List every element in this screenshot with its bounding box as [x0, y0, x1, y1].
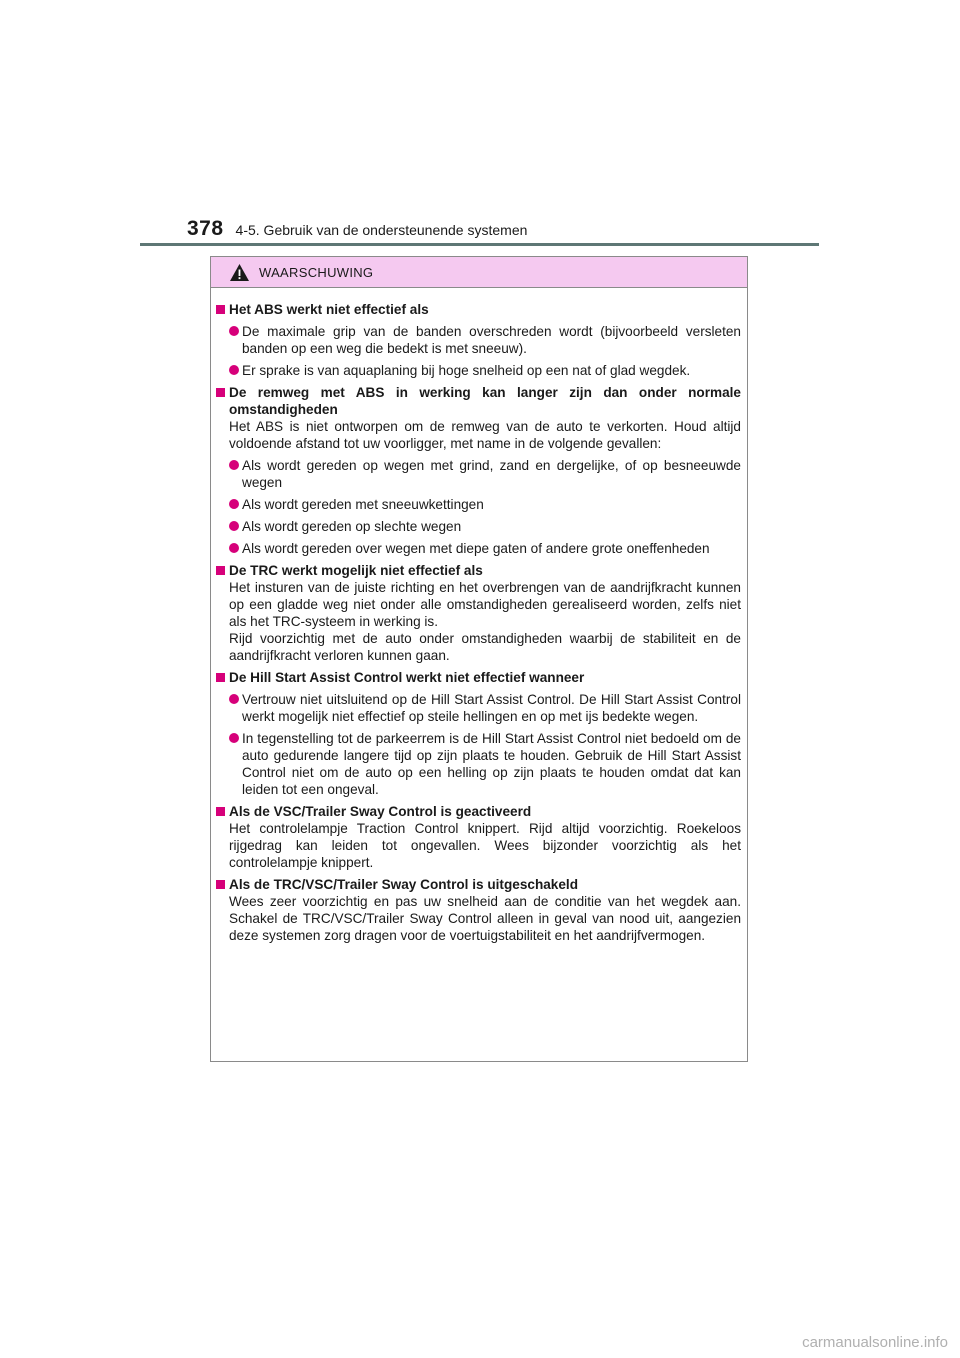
- warning-triangle-icon: [229, 263, 250, 282]
- page-number: 378: [187, 217, 224, 240]
- square-bullet-icon: [216, 673, 225, 682]
- section-title: 4-5. Gebruik van de ondersteunende systemen: [235, 222, 528, 238]
- round-bullet-icon: [229, 521, 239, 531]
- bullet-text: Als wordt gereden op slechte wegen: [242, 519, 462, 534]
- header-rule: [140, 243, 819, 246]
- round-bullet-icon: [229, 326, 239, 336]
- round-bullet-icon: [229, 733, 239, 743]
- section-heading: De Hill Start Assist Control werkt niet effectief wanneer: [229, 670, 585, 685]
- square-bullet-icon: [216, 807, 225, 816]
- warning-section: [216, 562, 741, 664]
- bullet-item: [229, 496, 741, 513]
- section-text: Het ABS is niet ontworpen om de remweg van de auto te verkorten. Houd altijd voldoende afstand tot uw voorligger, met name in de volgende gevallen:: [229, 419, 741, 451]
- bullet-text: Als wordt gereden met sneeuwkettingen: [242, 497, 484, 512]
- section-heading: De TRC werkt mogelijk niet effectief als: [229, 563, 483, 578]
- section-text: Het insturen van de juiste richting en het overbrengen van de aandrijfkracht kunnen op een gladde weg niet onder alle omstandigheden gerealiseerd worden, zelfs niet als het TRC-systeem in werking is.: [229, 580, 741, 629]
- warning-section: [216, 803, 741, 871]
- section-text: Wees zeer voorzichtig en pas uw snelheid aan de conditie van het wegdek aan. Schakel de TRC/VSC/Trailer Sway Control alleen in geval van nood uit, aangezien deze systemen zorg dragen voor de voertuigstabiliteit en het aandrijfvermogen.: [229, 894, 741, 943]
- warning-header: [211, 257, 747, 288]
- round-bullet-icon: [229, 694, 239, 704]
- square-bullet-icon: [216, 880, 225, 889]
- warning-section: [216, 301, 741, 379]
- bullet-text: Als wordt gereden op wegen met grind, zand en dergelijke, of op besneeuwde wegen: [242, 458, 741, 490]
- warning-box: [210, 256, 748, 1062]
- square-bullet-icon: [216, 566, 225, 575]
- section-text: Rijd voorzichtig met de auto onder omstandigheden waarbij de stabiliteit en de aandrijfkracht verloren kunnen gaan.: [229, 631, 741, 663]
- bullet-text: De maximale grip van de banden overschreden wordt (bijvoorbeeld versleten banden op een weg die bedekt is met sneeuw).: [242, 324, 741, 356]
- bullet-item: [229, 540, 741, 557]
- bullet-text: In tegenstelling tot de parkeerrem is de Hill Start Assist Control niet bedoeld om de auto gedurende langere tijd op zijn plaats te houden. Gebruik de Hill Start Assist Control niet om de auto op een helling op zijn plaats te houden omdat dat kan leiden tot een ongeval.: [242, 731, 741, 797]
- square-bullet-icon: [216, 305, 225, 314]
- bullet-item: [229, 362, 741, 379]
- warning-body: [211, 288, 747, 944]
- bullet-text: Als wordt gereden over wegen met diepe gaten of andere grote oneffenheden: [242, 541, 710, 556]
- section-heading: Als de TRC/VSC/Trailer Sway Control is uitgeschakeld: [229, 877, 579, 892]
- bullet-text: Vertrouw niet uitsluitend op de Hill Start Assist Control. De Hill Start Assist Control werkt mogelijk niet effectief op steile hellingen en op met ijs bedekte wegen.: [242, 692, 741, 724]
- warning-section: [216, 876, 741, 944]
- section-text: Het controlelampje Traction Control knippert. Rijd altijd voorzichtig. Roekeloos rijgedrag kan leiden tot ongevallen. Wees bijzonder voorzichtig als het controlelampje knippert.: [229, 821, 741, 870]
- round-bullet-icon: [229, 365, 239, 375]
- section-heading: De remweg met ABS in werking kan langer zijn dan onder normale omstandigheden: [229, 385, 741, 417]
- page-header: [187, 217, 527, 241]
- bullet-item: [229, 457, 741, 491]
- square-bullet-icon: [216, 388, 225, 397]
- bullet-item: [229, 518, 741, 535]
- warning-section: [216, 669, 741, 798]
- bullet-item: [229, 323, 741, 357]
- bullet-text: Er sprake is van aquaplaning bij hoge snelheid op een nat of glad wegdek.: [242, 363, 691, 378]
- section-heading: Als de VSC/Trailer Sway Control is geactiveerd: [229, 804, 532, 819]
- watermark: carmanualsonline.info: [802, 1334, 948, 1351]
- bullet-item: [229, 691, 741, 725]
- round-bullet-icon: [229, 499, 239, 509]
- warning-section: [216, 384, 741, 557]
- round-bullet-icon: [229, 460, 239, 470]
- section-heading: Het ABS werkt niet effectief als: [229, 302, 429, 317]
- round-bullet-icon: [229, 543, 239, 553]
- bullet-item: [229, 730, 741, 798]
- warning-title: WAARSCHUWING: [259, 264, 374, 280]
